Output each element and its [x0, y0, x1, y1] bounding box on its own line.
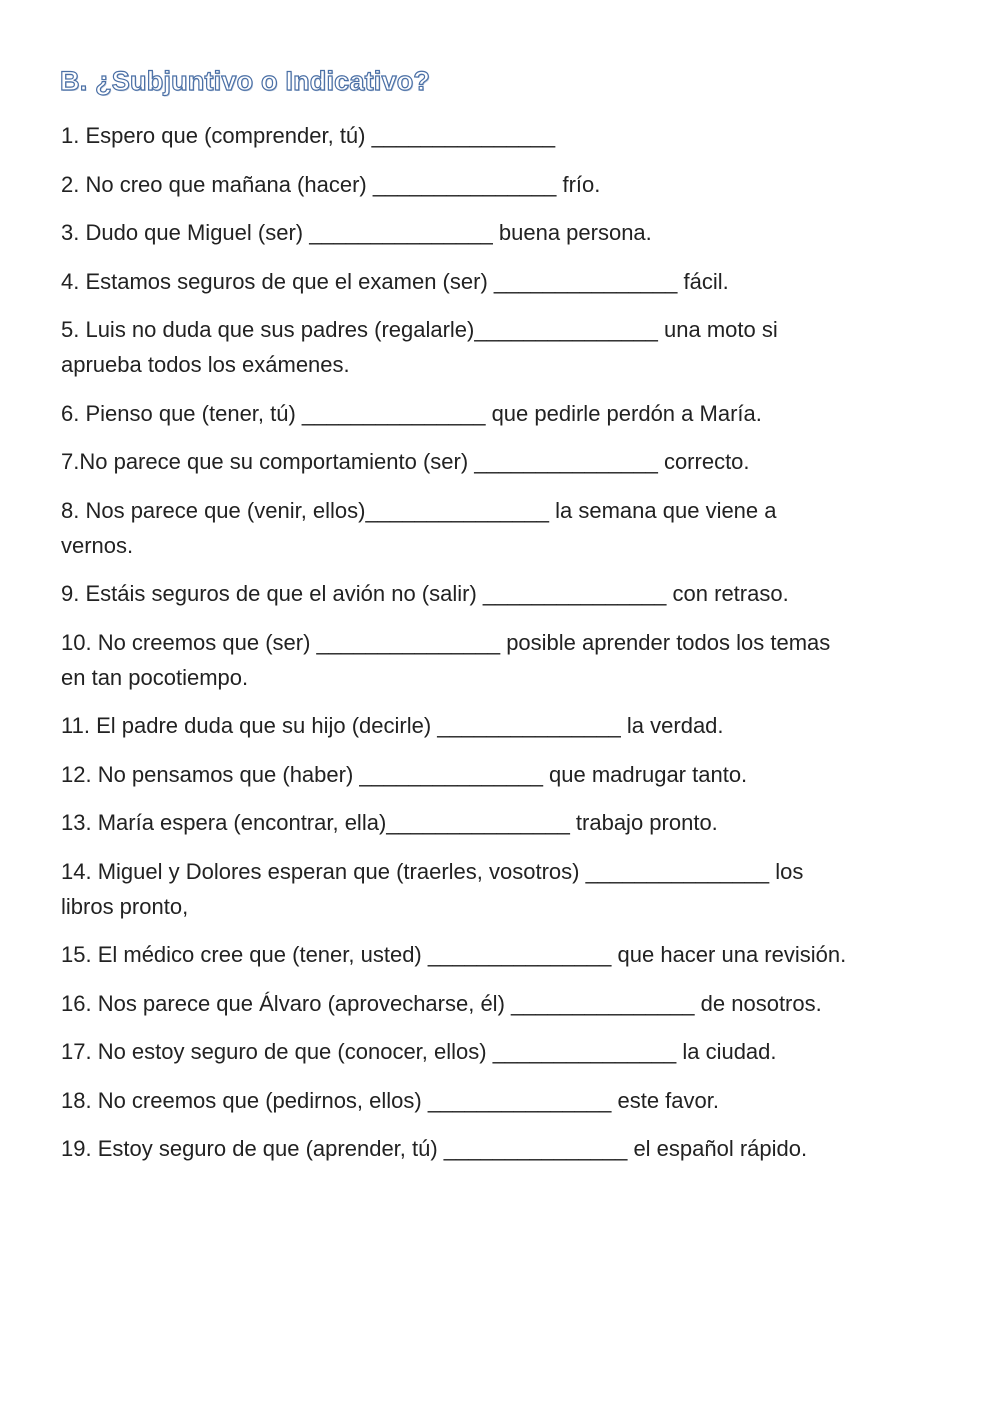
exercise-item-6: [61, 396, 961, 431]
exercise-item-10: [61, 625, 961, 695]
exercise-list: [61, 118, 961, 1180]
exercise-item-17: [61, 1034, 961, 1069]
exercise-text: 1. Espero que (comprender, tú) _______________: [61, 123, 556, 148]
exercise-item-7: [61, 444, 961, 479]
exercise-item-11: [61, 708, 961, 743]
exercise-item-13: [61, 805, 961, 840]
exercise-text-continued: vernos.: [61, 532, 134, 558]
exercise-text: 4. Estamos seguros de que el examen (ser) _______________ fácil.: [61, 268, 729, 294]
exercise-text: 6. Pienso que (tener, tú) _______________ que pedirle perdón a María.: [61, 400, 762, 426]
exercise-text: 13. María espera (encontrar, ella)_______________ trabajo pronto.: [61, 810, 718, 835]
exercise-item-18: [61, 1083, 961, 1118]
exercise-text: 17. No estoy seguro de que (conocer, ellos) _______________ la ciudad.: [61, 1039, 777, 1064]
exercise-text: 15. El médico cree que (tener, usted) _______________ que hacer una revisión.: [61, 942, 847, 967]
exercise-text-continued: aprueba todos los exámenes.: [61, 352, 350, 377]
exercise-text-continued: en tan pocotiempo.: [61, 664, 249, 690]
exercise-text-continued: libros pronto,: [61, 893, 189, 919]
exercise-item-16: [61, 986, 961, 1021]
exercise-text: 9. Estáis seguros de que el avión no (salir) _______________ con retraso.: [61, 581, 789, 606]
exercise-text: 5. Luis no duda que sus padres (regalarle)_______________ una moto si: [61, 317, 778, 342]
exercise-item-12: [61, 757, 961, 792]
exercise-item-15: [61, 937, 961, 972]
exercise-text: 16. Nos parece que Álvaro (aprovecharse, él) _______________ de nosotros.: [61, 990, 822, 1016]
exercise-text: 18. No creemos que (pedirnos, ellos) _______________ este favor.: [61, 1087, 719, 1113]
exercise-text: 2. No creo que mañana (hacer) _______________ frío.: [61, 171, 601, 197]
exercise-item-3: [61, 215, 961, 250]
exercise-item-19: [61, 1131, 961, 1166]
exercise-item-8: [61, 493, 961, 563]
worksheet-title: B. ¿Subjuntivo o Indicativo?: [60, 66, 431, 96]
exercise-text: 7.No parece que su comportamiento (ser) _______________ correcto.: [61, 449, 750, 474]
exercise-text: 8. Nos parece que (venir, ellos)_______________ la semana que viene a: [61, 497, 777, 523]
exercise-item-5: [61, 312, 961, 382]
exercise-text: 19. Estoy seguro de que (aprender, tú) _______________ el español rápido.: [61, 1136, 808, 1161]
exercise-item-14: [61, 854, 961, 924]
exercise-item-2: [61, 167, 961, 202]
exercise-text: 11. El padre duda que su hijo (decirle) _______________ la verdad.: [61, 713, 724, 738]
exercise-item-9: [61, 576, 961, 611]
exercise-text: 14. Miguel y Dolores esperan que (traerles, vosotros) _______________ los: [61, 858, 804, 884]
exercise-text: 3. Dudo que Miguel (ser) _______________ buena persona.: [61, 220, 652, 245]
exercise-text: 10. No creemos que (ser) _______________ posible aprender todos los temas: [61, 629, 831, 655]
exercise-item-4: [61, 264, 961, 299]
exercise-item-1: [61, 118, 961, 153]
exercise-text: 12. No pensamos que (haber) _______________ que madrugar tanto.: [61, 761, 748, 787]
